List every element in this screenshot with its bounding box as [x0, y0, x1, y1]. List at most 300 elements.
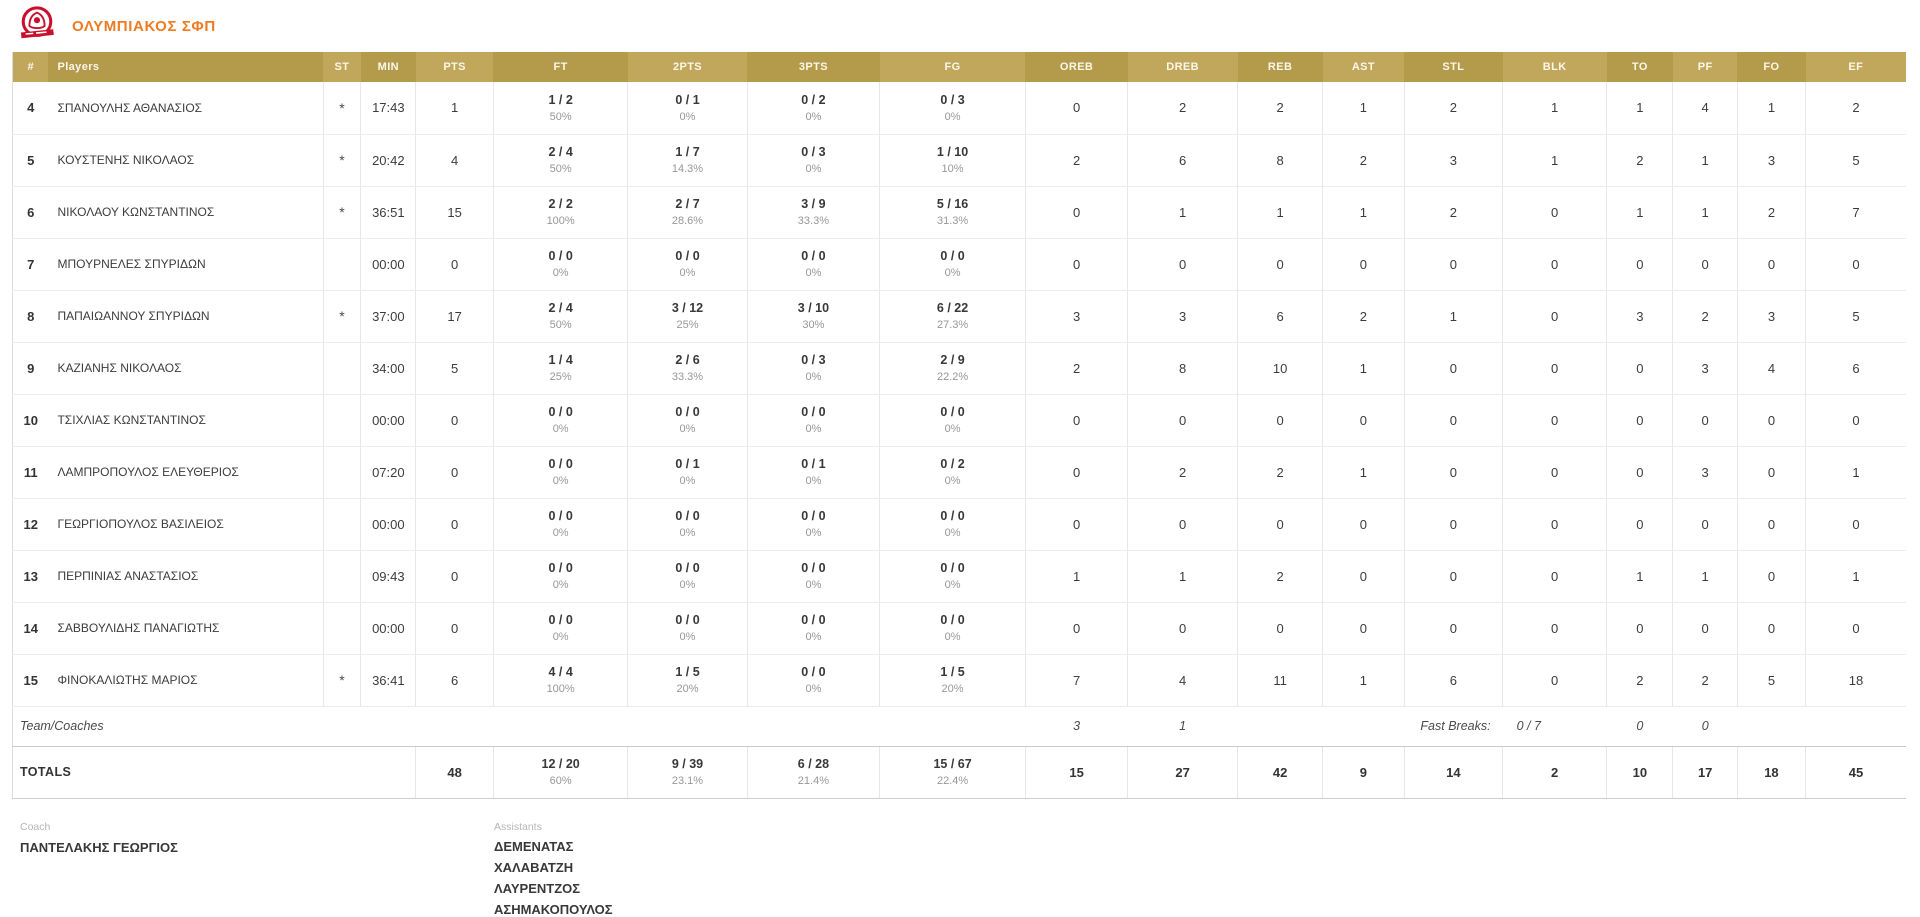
cell-p2-pct: 14.3%	[671, 163, 704, 175]
cell-p3	[747, 394, 880, 446]
cell-dreb: 8	[1128, 342, 1238, 394]
cell-fg-made: 0 / 0	[940, 509, 965, 523]
fast-breaks-label: Fast Breaks:	[1238, 706, 1503, 746]
cell-fg-pct: 0%	[944, 579, 961, 591]
cell-p3-made: 0 / 3	[801, 145, 826, 159]
totals-ft	[493, 746, 627, 798]
cell-stl: 0	[1404, 602, 1502, 654]
cell-ef: 18	[1806, 654, 1906, 706]
cell-fg	[880, 602, 1026, 654]
totals-ft-made: 12 / 20	[541, 757, 580, 771]
cell-dreb: 0	[1128, 498, 1238, 550]
cell-num: 10	[13, 394, 49, 446]
cell-p2-made: 2 / 7	[675, 197, 700, 211]
team-name[interactable]: ΟΛΥΜΠΙΑΚΟΣ ΣΦΠ	[72, 17, 216, 35]
cell-p2-pct: 28.6%	[671, 215, 704, 227]
cell-fg-pct: 27.3%	[936, 319, 969, 331]
team-logo	[18, 5, 56, 48]
cell-dreb: 6	[1128, 134, 1238, 186]
assistant-name: ΛΑΥΡΕΝΤΖΟΣ	[494, 880, 581, 896]
cell-ft	[493, 446, 627, 498]
cell-ft	[493, 238, 627, 290]
cell-ft-made: 2 / 4	[548, 301, 573, 315]
cell-p2	[628, 654, 747, 706]
cell-to: 0	[1607, 602, 1673, 654]
cell-reb: 0	[1238, 238, 1323, 290]
cell-fo: 0	[1737, 446, 1805, 498]
cell-p3	[747, 498, 880, 550]
cell-fo: 0	[1737, 602, 1805, 654]
cell-ft-pct: 0%	[552, 631, 569, 643]
cell-pts: 17	[416, 290, 494, 342]
cell-p3-made: 3 / 10	[797, 301, 830, 315]
cell-reb: 0	[1238, 394, 1323, 446]
cell-ast: 0	[1323, 238, 1404, 290]
cell-ast: 1	[1323, 342, 1404, 394]
cell-oreb: 0	[1025, 602, 1127, 654]
cell-pts: 0	[416, 446, 494, 498]
cell-fo: 0	[1737, 498, 1805, 550]
player-row-7	[13, 238, 1907, 290]
cell-p2-made: 0 / 0	[675, 561, 700, 575]
cell-p2-pct: 33.3%	[671, 371, 704, 383]
cell-p2-made: 3 / 12	[671, 301, 704, 315]
cell-ef: 5	[1806, 290, 1906, 342]
cell-blk: 0	[1503, 654, 1607, 706]
cell-starter: *	[323, 290, 361, 342]
player-row-5	[13, 134, 1907, 186]
cell-starter	[323, 238, 361, 290]
col-header-stl: STL	[1404, 52, 1502, 82]
cell-fo: 0	[1737, 238, 1805, 290]
cell-ast: 2	[1323, 134, 1404, 186]
cell-pf: 0	[1673, 498, 1737, 550]
cell-reb: 6	[1238, 290, 1323, 342]
cell-fg	[880, 134, 1026, 186]
team-header	[12, 6, 1906, 52]
coach-label: Coach	[20, 820, 51, 833]
cell-fg-made: 1 / 5	[940, 665, 965, 679]
cell-ast: 0	[1323, 550, 1404, 602]
cell-min: 34:00	[361, 342, 416, 394]
cell-fg-pct: 10%	[941, 163, 964, 175]
cell-fo: 2	[1737, 186, 1805, 238]
player-name: ΜΠΟΥΡΝΕΛΕΣ ΣΠΥΡΙΔΩΝ	[48, 238, 323, 290]
cell-p3	[747, 290, 880, 342]
cell-ft-made: 1 / 2	[548, 92, 573, 107]
cell-fg-made: 0 / 0	[940, 561, 965, 575]
player-name: ΚΑΖΙΑΝΗΣ ΝΙΚΟΛΑΟΣ	[48, 342, 323, 394]
cell-ft-made: 0 / 0	[548, 561, 573, 575]
cell-ef: 0	[1806, 238, 1906, 290]
assistants-block	[494, 821, 613, 917]
cell-blk: 0	[1503, 498, 1607, 550]
team-coaches-row	[13, 706, 1907, 746]
player-row-8	[13, 290, 1907, 342]
cell-starter: *	[323, 82, 361, 134]
cell-p2-pct: 0%	[679, 527, 696, 539]
cell-pts: 0	[416, 498, 494, 550]
cell-num: 4	[13, 82, 49, 134]
col-header-dreb: DREB	[1128, 52, 1238, 82]
cell-fg-pct: 0%	[944, 631, 961, 643]
cell-dreb: 4	[1128, 654, 1238, 706]
cell-reb: 0	[1238, 602, 1323, 654]
cell-blk: 0	[1503, 238, 1607, 290]
cell-fg-made: 0 / 0	[940, 249, 965, 263]
cell-ft	[493, 394, 627, 446]
cell-fg	[880, 238, 1026, 290]
cell-p2	[628, 394, 747, 446]
player-name: ΠΑΠΑΙΩΑΝΝΟΥ ΣΠΥΡΙΔΩΝ	[48, 290, 323, 342]
totals-fg-pct: 22.4%	[936, 775, 969, 787]
cell-p2	[628, 550, 747, 602]
col-header-min: MIN	[361, 52, 416, 82]
header-row	[13, 52, 1907, 82]
cell-pf: 3	[1673, 342, 1737, 394]
cell-p2-made: 0 / 1	[675, 92, 700, 107]
player-name: ΤΣΙΧΛΙΑΣ ΚΩΝΣΤΑΝΤΙΝΟΣ	[48, 394, 323, 446]
cell-min: 17:43	[361, 82, 416, 134]
col-header-fo: FO	[1737, 52, 1805, 82]
player-name: ΣΠΑΝΟΥΛΗΣ ΑΘΑΝΑΣΙΟΣ	[48, 82, 323, 134]
cell-p2-pct: 0%	[679, 475, 696, 487]
cell-dreb: 0	[1128, 394, 1238, 446]
totals-label: TOTALS	[13, 746, 416, 798]
team-coaches-label: Team/Coaches	[13, 706, 416, 746]
player-row-15	[13, 654, 1907, 706]
cell-starter: *	[323, 186, 361, 238]
cell-pf: 0	[1673, 394, 1737, 446]
cell-fg-pct: 0%	[944, 475, 961, 487]
cell-to: 0	[1607, 238, 1673, 290]
cell-to: 3	[1607, 290, 1673, 342]
cell-num: 5	[13, 134, 49, 186]
cell-starter	[323, 446, 361, 498]
players-tbody	[13, 82, 1907, 798]
cell-fg-made: 6 / 22	[936, 301, 969, 315]
cell-p2	[628, 290, 747, 342]
cell-p2	[628, 82, 747, 134]
player-row-4	[13, 82, 1907, 134]
cell-ft-pct: 25%	[549, 371, 572, 383]
col-header-players: Players	[48, 52, 323, 82]
assistant-name: ΑΣΗΜΑΚΟΠΟΥΛΟΣ	[494, 901, 613, 917]
cell-p3-pct: 0%	[805, 475, 822, 487]
cell-p3	[747, 342, 880, 394]
cell-ef: 1	[1806, 446, 1906, 498]
cell-pts: 15	[416, 186, 494, 238]
cell-stl: 2	[1404, 82, 1502, 134]
team-pf: 0	[1673, 706, 1737, 746]
team-oreb: 3	[1025, 706, 1127, 746]
cell-pf: 3	[1673, 446, 1737, 498]
cell-p2-pct: 0%	[679, 579, 696, 591]
cell-p3	[747, 186, 880, 238]
cell-fg	[880, 342, 1026, 394]
cell-ast: 1	[1323, 446, 1404, 498]
cell-p2-made: 2 / 6	[675, 353, 700, 367]
cell-dreb: 2	[1128, 446, 1238, 498]
cell-fo: 5	[1737, 654, 1805, 706]
totals-row	[13, 746, 1907, 798]
cell-reb: 2	[1238, 82, 1323, 134]
cell-blk: 0	[1503, 550, 1607, 602]
assistant-name: ΧΑΛΑΒΑΤΖΗ	[494, 859, 574, 875]
cell-fg-pct: 20%	[941, 683, 964, 695]
cell-p2	[628, 342, 747, 394]
cell-ft-pct: 50%	[549, 319, 572, 331]
cell-oreb: 2	[1025, 134, 1127, 186]
cell-stl: 0	[1404, 238, 1502, 290]
totals-ft-pct: 60%	[549, 775, 572, 787]
cell-stl: 3	[1404, 134, 1502, 186]
totals-stl: 14	[1404, 746, 1502, 798]
cell-p3-made: 0 / 3	[801, 353, 826, 367]
cell-pf: 2	[1673, 290, 1737, 342]
cell-min: 36:51	[361, 186, 416, 238]
cell-dreb: 0	[1128, 602, 1238, 654]
assistant-name: ΔΕΜΕΝΑΤΑΣ	[494, 838, 574, 854]
totals-reb: 42	[1238, 746, 1323, 798]
cell-fo: 0	[1737, 394, 1805, 446]
cell-stl: 0	[1404, 342, 1502, 394]
coach-name: ΠΑΝΤΕΛΑΚΗΣ ΓΕΩΡΓΙΟΣ	[20, 839, 178, 855]
cell-to: 1	[1607, 82, 1673, 134]
player-row-13	[13, 550, 1907, 602]
cell-to: 1	[1607, 550, 1673, 602]
totals-pts: 48	[416, 746, 494, 798]
cell-p3-pct: 0%	[805, 423, 822, 435]
cell-oreb: 2	[1025, 342, 1127, 394]
cell-fg-pct: 31.3%	[936, 215, 969, 227]
cell-ef: 7	[1806, 186, 1906, 238]
cell-fg-pct: 22.2%	[936, 371, 969, 383]
cell-p2-made: 0 / 0	[675, 405, 700, 419]
cell-p3-made: 0 / 2	[801, 92, 826, 107]
totals-p3-pct: 21.4%	[797, 775, 829, 787]
cell-ft	[493, 602, 627, 654]
stats-table	[12, 52, 1906, 799]
cell-oreb: 0	[1025, 186, 1127, 238]
cell-ft	[493, 498, 627, 550]
cell-reb: 8	[1238, 134, 1323, 186]
cell-p3-pct: 0%	[805, 579, 822, 591]
cell-fg	[880, 550, 1026, 602]
cell-ft	[493, 290, 627, 342]
cell-min: 07:20	[361, 446, 416, 498]
cell-oreb: 7	[1025, 654, 1127, 706]
player-name: ΣΑΒΒΟΥΛΙΔΗΣ ΠΑΝΑΓΙΩΤΗΣ	[48, 602, 323, 654]
cell-ef: 0	[1806, 602, 1906, 654]
cell-min: 37:00	[361, 290, 416, 342]
cell-starter	[323, 498, 361, 550]
cell-stl: 0	[1404, 550, 1502, 602]
cell-fg-made: 0 / 0	[940, 613, 965, 627]
player-name: ΠΕΡΠΙΝΙΑΣ ΑΝΑΣΤΑΣΙΟΣ	[48, 550, 323, 602]
cell-pf: 1	[1673, 550, 1737, 602]
cell-ast: 1	[1323, 82, 1404, 134]
totals-p2	[628, 746, 747, 798]
cell-reb: 2	[1238, 446, 1323, 498]
cell-pts: 5	[416, 342, 494, 394]
cell-reb: 11	[1238, 654, 1323, 706]
totals-p3	[747, 746, 880, 798]
player-row-6	[13, 186, 1907, 238]
cell-ft-pct: 100%	[546, 683, 575, 695]
cell-starter	[323, 602, 361, 654]
cell-ef: 6	[1806, 342, 1906, 394]
col-header-reb: REB	[1238, 52, 1323, 82]
cell-oreb: 0	[1025, 498, 1127, 550]
cell-p2-pct: 0%	[679, 423, 696, 435]
cell-ast: 1	[1323, 654, 1404, 706]
cell-ft	[493, 550, 627, 602]
cell-p3	[747, 238, 880, 290]
cell-p2-made: 0 / 1	[675, 457, 700, 471]
assistants-label: Assistants	[494, 820, 542, 833]
col-header-ef: EF	[1806, 52, 1906, 82]
cell-num: 13	[13, 550, 49, 602]
cell-stl: 0	[1404, 498, 1502, 550]
player-name: ΚΟΥΣΤΕΝΗΣ ΝΙΚΟΛΑΟΣ	[48, 134, 323, 186]
cell-pts: 0	[416, 602, 494, 654]
col-header-ft: FT	[493, 52, 627, 82]
team-dreb: 1	[1128, 706, 1238, 746]
cell-p2-made: 1 / 7	[675, 145, 700, 159]
col-header-p2: 2PTS	[628, 52, 747, 82]
cell-fo: 3	[1737, 134, 1805, 186]
stats-table-header	[13, 52, 1907, 82]
cell-p3	[747, 602, 880, 654]
cell-ft-made: 4 / 4	[548, 665, 573, 679]
cell-dreb: 2	[1128, 82, 1238, 134]
cell-ft-made: 2 / 2	[548, 197, 573, 211]
cell-p2	[628, 498, 747, 550]
col-header-st: ST	[323, 52, 361, 82]
cell-ft-pct: 100%	[546, 215, 575, 227]
cell-p2-pct: 25%	[676, 319, 699, 331]
cell-dreb: 0	[1128, 238, 1238, 290]
cell-fg-made: 5 / 16	[936, 197, 969, 211]
cell-blk: 0	[1503, 446, 1607, 498]
cell-stl: 0	[1404, 446, 1502, 498]
cell-min: 20:42	[361, 134, 416, 186]
cell-p2	[628, 134, 747, 186]
totals-dreb: 27	[1128, 746, 1238, 798]
totals-p2-made: 9 / 39	[671, 757, 704, 771]
fast-breaks-value: 0 / 7	[1503, 706, 1607, 746]
cell-fg-pct: 0%	[944, 267, 961, 279]
cell-starter: *	[323, 654, 361, 706]
player-row-11	[13, 446, 1907, 498]
cell-ef: 0	[1806, 498, 1906, 550]
cell-ast: 0	[1323, 498, 1404, 550]
totals-oreb: 15	[1025, 746, 1127, 798]
cell-oreb: 0	[1025, 82, 1127, 134]
cell-ft	[493, 186, 627, 238]
cell-ef: 0	[1806, 394, 1906, 446]
cell-num: 6	[13, 186, 49, 238]
cell-p2-pct: 0%	[679, 110, 696, 123]
cell-num: 14	[13, 602, 49, 654]
totals-p3-made: 6 / 28	[797, 757, 830, 771]
cell-fg-made: 1 / 10	[936, 145, 969, 159]
cell-ft	[493, 82, 627, 134]
player-row-14	[13, 602, 1907, 654]
cell-reb: 1	[1238, 186, 1323, 238]
col-header-pts: PTS	[416, 52, 494, 82]
cell-p3-made: 0 / 0	[801, 613, 826, 627]
totals-fo: 18	[1737, 746, 1805, 798]
totals-blk: 2	[1503, 746, 1607, 798]
cell-to: 2	[1607, 654, 1673, 706]
cell-p3-made: 0 / 0	[801, 665, 826, 679]
cell-oreb: 0	[1025, 238, 1127, 290]
cell-oreb: 1	[1025, 550, 1127, 602]
cell-oreb: 0	[1025, 394, 1127, 446]
cell-pts: 0	[416, 238, 494, 290]
cell-ast: 0	[1323, 602, 1404, 654]
cell-p2	[628, 186, 747, 238]
cell-fo: 0	[1737, 550, 1805, 602]
cell-fg	[880, 446, 1026, 498]
cell-fg	[880, 394, 1026, 446]
cell-p3-pct: 0%	[805, 163, 822, 175]
cell-pf: 2	[1673, 654, 1737, 706]
cell-ft-made: 2 / 4	[548, 145, 573, 159]
cell-fo: 4	[1737, 342, 1805, 394]
cell-p3-pct: 30%	[802, 319, 825, 331]
player-name: ΓΕΩΡΓΙΟΠΟΥΛΟΣ ΒΑΣΙΛΕΙΟΣ	[48, 498, 323, 550]
cell-reb: 2	[1238, 550, 1323, 602]
cell-fg-made: 2 / 9	[940, 353, 965, 367]
cell-p3-pct: 0%	[805, 267, 822, 279]
player-name: ΛΑΜΠΡΟΠΟΥΛΟΣ ΕΛΕΥΘΕΡΙΟΣ	[48, 446, 323, 498]
col-header-to: TO	[1607, 52, 1673, 82]
totals-ast: 9	[1323, 746, 1404, 798]
cell-num: 8	[13, 290, 49, 342]
col-header-num: #	[13, 52, 49, 82]
totals-fg	[880, 746, 1026, 798]
cell-fg-made: 0 / 3	[940, 92, 965, 107]
cell-num: 7	[13, 238, 49, 290]
cell-ft-made: 0 / 0	[548, 405, 573, 419]
cell-starter	[323, 394, 361, 446]
cell-to: 0	[1607, 394, 1673, 446]
cell-fg	[880, 186, 1026, 238]
cell-fg-pct: 0%	[944, 110, 961, 123]
team-coaches-blank	[416, 706, 1026, 746]
cell-ast: 0	[1323, 394, 1404, 446]
cell-fg-pct: 0%	[944, 423, 961, 435]
cell-pf: 1	[1673, 134, 1737, 186]
cell-fg-made: 0 / 2	[940, 457, 965, 471]
totals-p2-pct: 23.1%	[671, 775, 704, 787]
cell-dreb: 1	[1128, 550, 1238, 602]
cell-pts: 1	[416, 82, 494, 134]
cell-ft	[493, 342, 627, 394]
cell-to: 1	[1607, 186, 1673, 238]
cell-min: 09:43	[361, 550, 416, 602]
team-ef	[1806, 706, 1906, 746]
cell-to: 2	[1607, 134, 1673, 186]
cell-pts: 4	[416, 134, 494, 186]
player-name: ΦΙΝΟΚΑΛΙΩΤΗΣ ΜΑΡΙΟΣ	[48, 654, 323, 706]
cell-p2-made: 0 / 0	[675, 249, 700, 263]
cell-blk: 1	[1503, 134, 1607, 186]
cell-p3-pct: 0%	[805, 110, 822, 123]
